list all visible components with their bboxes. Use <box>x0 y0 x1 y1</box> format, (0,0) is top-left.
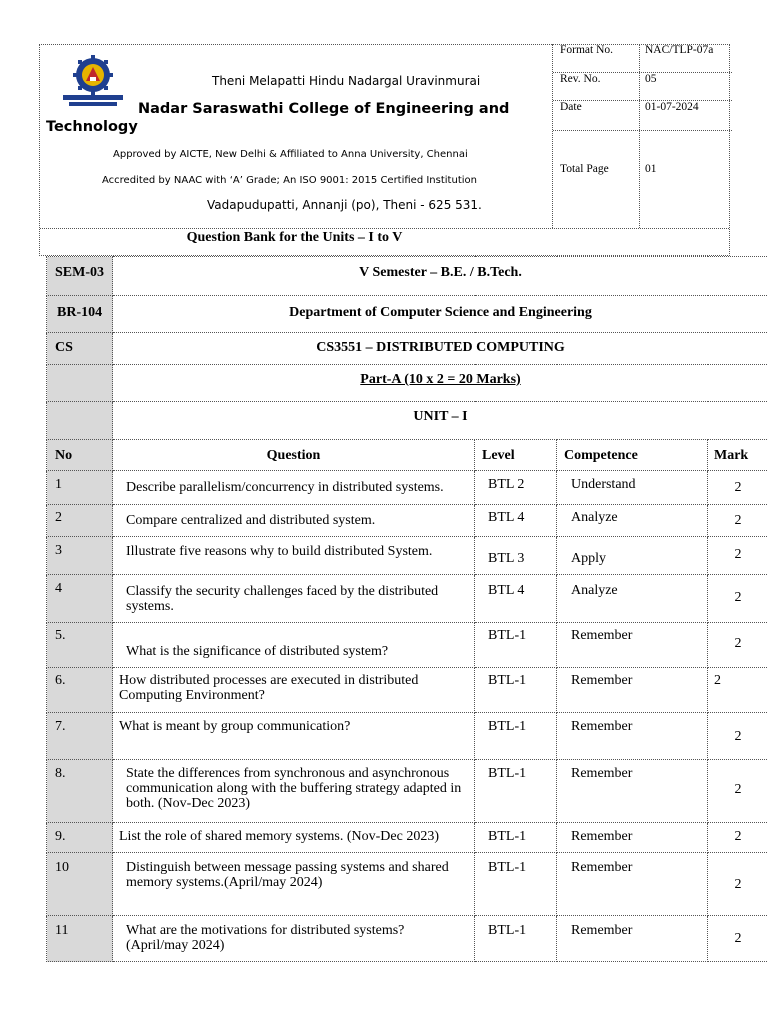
sem-code: SEM-03 <box>47 257 113 296</box>
meta-key: Date <box>560 101 582 113</box>
question-bank-table <box>46 256 768 962</box>
q-no: 6. <box>47 668 113 713</box>
document-meta <box>552 44 731 228</box>
q-text: Classify the security challenges faced by the distributed systems. <box>113 575 475 623</box>
meta-date-row <box>553 101 732 131</box>
q-competence: Apply <box>557 537 708 575</box>
q-level: BTL-1 <box>475 713 557 760</box>
q-competence: Remember <box>557 713 708 760</box>
table-row <box>47 537 768 575</box>
q-mark: 2 <box>708 760 768 823</box>
q-level: BTL-1 <box>475 623 557 668</box>
q-mark: 2 <box>708 853 768 916</box>
q-mark: 2 <box>708 916 768 962</box>
q-mark: 2 <box>708 623 768 668</box>
unit-row <box>47 402 768 440</box>
q-level: BTL 3 <box>475 537 557 575</box>
q-no: 10 <box>47 853 113 916</box>
meta-value: 01 <box>645 163 657 175</box>
table-row <box>47 760 768 823</box>
col-competence: Competence <box>557 440 708 471</box>
q-mark: 2 <box>708 668 768 713</box>
q-level: BTL-1 <box>475 916 557 962</box>
q-competence: Remember <box>557 853 708 916</box>
q-level: BTL-1 <box>475 760 557 823</box>
q-text: What is meant by group communication? <box>113 713 475 760</box>
meta-value: NAC/TLP-07a <box>645 44 714 56</box>
q-text: Distinguish between message passing systems and shared memory systems.(April/may 2024) <box>113 853 475 916</box>
address-line: Vadapudupatti, Annanji (po), Theni - 625 531. <box>207 198 482 212</box>
unit-label: UNIT – I <box>113 402 768 440</box>
meta-key: Total Page <box>560 163 609 175</box>
q-competence: Remember <box>557 916 708 962</box>
side-cell <box>47 402 113 440</box>
col-no: No <box>47 440 113 471</box>
q-level: BTL-1 <box>475 668 557 713</box>
meta-key: Format No. <box>560 44 614 56</box>
table-row <box>47 623 768 668</box>
meta-pages-row <box>553 131 732 228</box>
q-text: What are the motivations for distributed systems? (April/may 2024) <box>113 916 475 962</box>
q-no: 5. <box>47 623 113 668</box>
q-level: BTL 4 <box>475 575 557 623</box>
semester-row <box>47 257 768 296</box>
accreditation-line: Accredited by NAAC with ‘A’ Grade; An ISO 9001: 2015 Certified Institution <box>102 175 477 186</box>
q-no: 11 <box>47 916 113 962</box>
q-competence: Remember <box>557 760 708 823</box>
q-text: List the role of shared memory systems. (Nov-Dec 2023) <box>113 823 475 853</box>
meta-rev-row <box>553 73 732 101</box>
q-text: How distributed processes are executed in distributed Computing Environment? <box>113 668 475 713</box>
q-no: 9. <box>47 823 113 853</box>
q-text: Describe parallelism/concurrency in distributed systems. <box>113 471 475 505</box>
table-row <box>47 853 768 916</box>
part-label: Part-A (10 x 2 = 20 Marks) <box>360 372 521 387</box>
q-competence: Analyze <box>557 505 708 537</box>
table-row <box>47 668 768 713</box>
q-text: State the differences from synchronous and asynchronous communication along with the buffering strategy adapted in both. (Nov-Dec 2023) <box>113 760 475 823</box>
q-text: What is the significance of distributed system? <box>113 623 475 668</box>
question-bank-title: Question Bank for the Units – I to V <box>40 228 729 252</box>
q-no: 8. <box>47 760 113 823</box>
q-level: BTL 4 <box>475 505 557 537</box>
meta-value: 05 <box>645 73 657 85</box>
col-mark: Mark <box>708 440 768 471</box>
branch-code: BR-104 <box>47 296 113 333</box>
q-level: BTL-1 <box>475 853 557 916</box>
q-text: Illustrate five reasons why to build distributed System. <box>113 537 475 575</box>
q-competence: Understand <box>557 471 708 505</box>
department-label: Department of Computer Science and Engineering <box>113 296 768 333</box>
department-row <box>47 296 768 333</box>
table-row <box>47 823 768 853</box>
q-mark: 2 <box>708 713 768 760</box>
q-no: 7. <box>47 713 113 760</box>
q-mark: 2 <box>708 471 768 505</box>
q-mark: 2 <box>708 505 768 537</box>
q-text: Compare centralized and distributed system. <box>113 505 475 537</box>
meta-value: 01-07-2024 <box>645 101 699 113</box>
side-cell <box>47 365 113 402</box>
q-no: 4 <box>47 575 113 623</box>
q-level: BTL-1 <box>475 823 557 853</box>
table-row <box>47 575 768 623</box>
trust-name: Theni Melapatti Hindu Nadargal Uravinmurai <box>212 74 481 88</box>
col-question: Question <box>113 440 475 471</box>
q-competence: Remember <box>557 823 708 853</box>
table-row <box>47 505 768 537</box>
course-tag: CS <box>47 333 113 365</box>
table-row <box>47 471 768 505</box>
college-name: Nadar Saraswathi College of Engineering and Technology <box>46 101 510 135</box>
approval-line: Approved by AICTE, New Delhi & Affiliated to Anna University, Chennai <box>113 149 468 160</box>
table-row <box>47 916 768 962</box>
q-competence: Remember <box>557 668 708 713</box>
college-info <box>40 45 552 228</box>
document-header <box>39 44 730 256</box>
q-competence: Remember <box>557 623 708 668</box>
q-mark: 2 <box>708 537 768 575</box>
semester-label: V Semester – B.E. / B.Tech. <box>113 257 768 296</box>
meta-key: Rev. No. <box>560 73 601 85</box>
col-level: Level <box>475 440 557 471</box>
column-header-row <box>47 440 768 471</box>
meta-format-row <box>553 44 732 73</box>
course-title: CS3551 – DISTRIBUTED COMPUTING <box>113 333 768 365</box>
q-mark: 2 <box>708 575 768 623</box>
part-row <box>47 365 768 402</box>
table-row <box>47 713 768 760</box>
q-level: BTL 2 <box>475 471 557 505</box>
course-row <box>47 333 768 365</box>
q-mark: 2 <box>708 823 768 853</box>
q-no: 1 <box>47 471 113 505</box>
q-competence: Analyze <box>557 575 708 623</box>
q-no: 2 <box>47 505 113 537</box>
q-no: 3 <box>47 537 113 575</box>
